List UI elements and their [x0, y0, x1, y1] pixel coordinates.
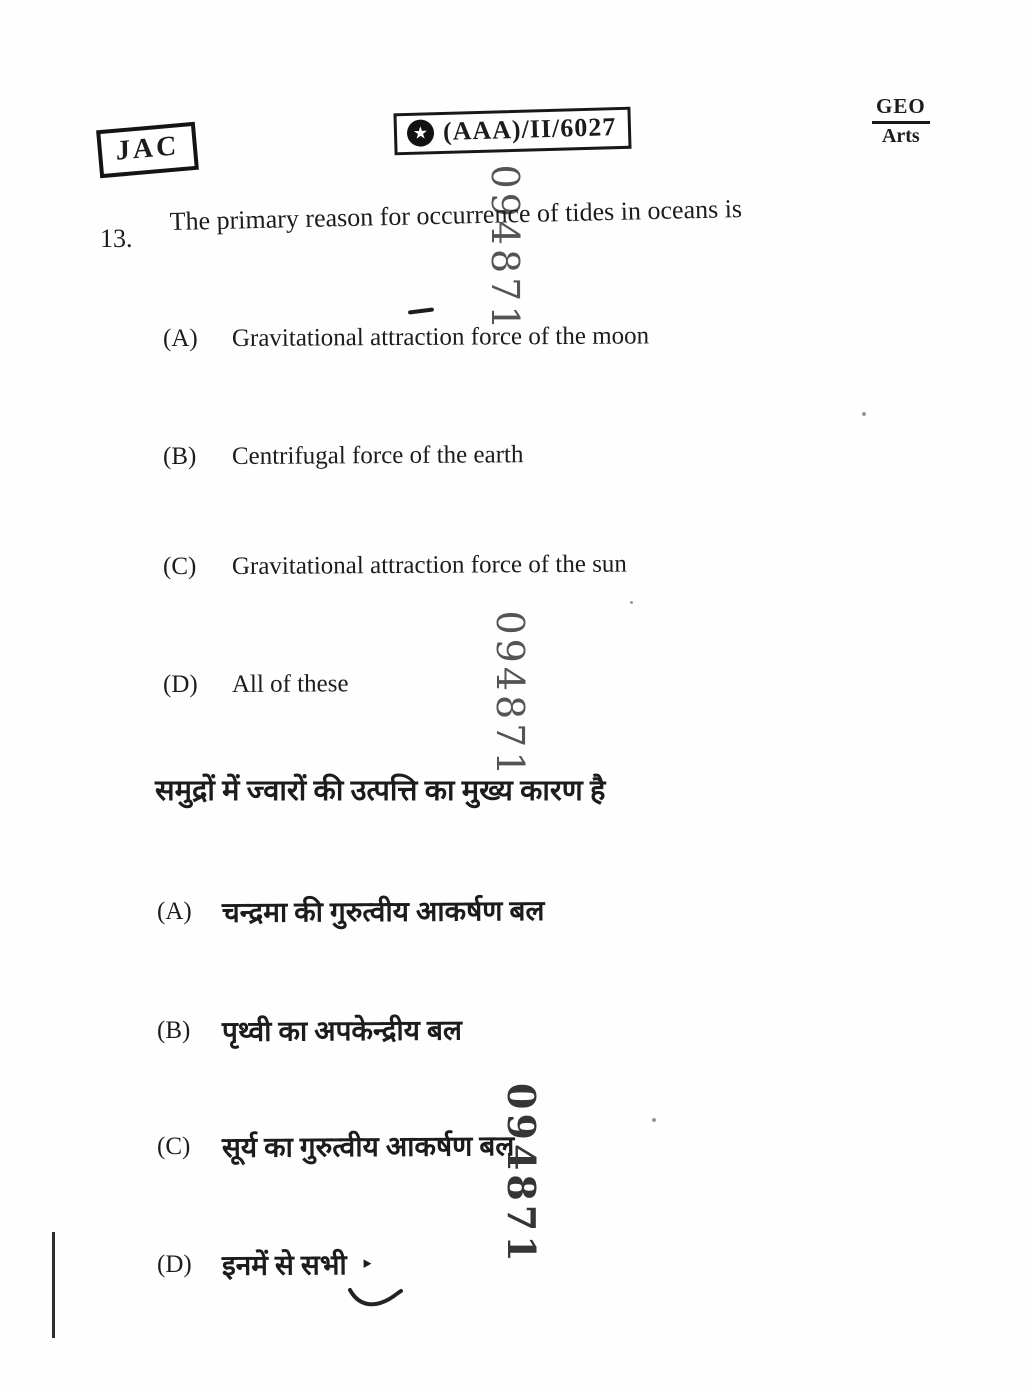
security-watermark-middle: 094871	[488, 610, 532, 780]
scan-artifact-dash	[408, 307, 434, 314]
option-row-en-c	[0, 550, 1033, 593]
stream-label: Arts	[881, 125, 920, 147]
option-label: (C)	[163, 553, 197, 580]
scan-speck	[630, 601, 633, 604]
option-label: (C)	[157, 1133, 191, 1160]
security-watermark-top: 094871	[483, 164, 527, 334]
jac-board-stamp-label: JAC	[115, 130, 180, 167]
subject-code: GEO	[872, 94, 930, 124]
paper-code: (AAA)/II/6027	[442, 112, 617, 146]
option-label: (D)	[157, 1251, 192, 1278]
star-glyph: ★	[412, 122, 429, 143]
option-text	[222, 1245, 374, 1284]
scan-speck	[862, 412, 866, 416]
option-row-en-b	[0, 443, 1033, 483]
jac-board-stamp	[96, 122, 199, 178]
option-row-hi-c	[0, 1128, 1033, 1168]
option-text: Gravitational attraction force of the moon	[231, 322, 650, 353]
scan-margin-line	[52, 1232, 55, 1338]
pen-squiggle-mark	[344, 1282, 408, 1314]
security-watermark-bottom: 094871	[499, 1083, 544, 1266]
option-row-en-d	[0, 671, 1033, 711]
option-row-hi-d	[0, 1246, 1033, 1286]
option-label: (B)	[163, 443, 197, 470]
option-row-hi-a	[0, 893, 1033, 933]
option-text: Gravitational attraction force of the sun	[231, 550, 627, 580]
option-text: पृथ्वी का अपकेन्द्रीय बल	[221, 1015, 463, 1048]
scan-speck	[652, 1118, 656, 1122]
option-row-en-a	[0, 322, 1033, 365]
option-text: चन्द्रमा की गुरुत्वीय आकर्षण बल	[221, 896, 545, 930]
option-label: (A)	[163, 325, 198, 352]
question-text-english: The primary reason for occurrence of tides in oceans is	[169, 194, 743, 237]
question-number: 13.	[100, 224, 133, 253]
arrow-marker: ‣	[360, 1254, 374, 1277]
option-text: All of these	[231, 670, 349, 698]
star-in-circle-icon	[407, 119, 435, 147]
option-text-value: इनमें से सभी	[221, 1250, 347, 1282]
option-text: सूर्य का गुरुत्वीय आकर्षण बल	[221, 1131, 515, 1164]
option-label: (D)	[163, 671, 198, 698]
option-text: Centrifugal force of the earth	[231, 441, 524, 471]
paper-code-box	[393, 107, 631, 156]
subject-stream-block	[872, 94, 930, 148]
option-label: (A)	[157, 898, 192, 925]
option-row-hi-b	[0, 1012, 1033, 1052]
question-text-hindi: समुद्रों में ज्वारों की उत्पत्ति का मुख्य कारण है	[155, 775, 606, 807]
option-label: (B)	[157, 1017, 191, 1044]
